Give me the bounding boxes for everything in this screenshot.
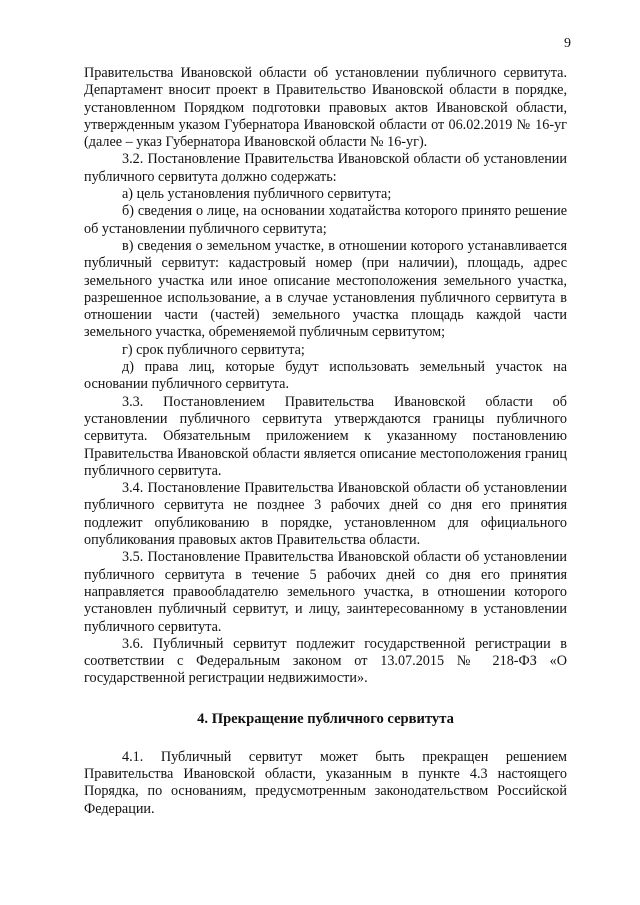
section-4-heading: 4. Прекращение публичного сервитута xyxy=(197,710,454,727)
paragraph-3-2: 3.2. Постановление Правительства Ивановской области об установлении публичного сервитута должно содержать: xyxy=(84,151,567,185)
paragraph-3-4: 3.4. Постановление Правительства Ивановской области об установлении публичного сервитута не позднее 3 рабочих дней со дня его принятия подлежит опубликованию в порядке, установленном для официального опубликования правовых актов Правительства области. xyxy=(84,480,567,549)
paragraph-3-3: 3.3. Постановлением Правительства Ивановской области об установлении публичного сервитута утверждаются границы публичного сервитута. Обязательным приложением к указанному постановлению Правительства Ивановской области является описание местоположения границ публичного сервитута. xyxy=(84,393,567,479)
page-number: 9 xyxy=(564,36,571,51)
section-4 xyxy=(84,749,567,818)
section-3-continued xyxy=(84,65,567,688)
paragraph-3-5: 3.5. Постановление Правительства Ивановской области об установлении публичного сервитута в течение 5 рабочих дней со дня его принятия направляется правообладателю земельного участка, в отношении которого установлен публичный сервитут, и лицу, заинтересованному в установлении публичного сервитута. xyxy=(84,549,567,635)
paragraph-3-6: 3.6. Публичный сервитут подлежит государственной регистрации в соответствии с Федеральным законом от 13.07.2015 № 218-ФЗ «О государственной регистрации недвижимости». xyxy=(84,635,567,687)
paragraph-3-1-continuation: Правительства Ивановской области об установлении публичного сервитута. Департамент вносит проект в Правительство Ивановской области в порядке, установленном Порядком подготовки правовых актов Ивановской области, утвержденным указом Губернатора Ивановской области от 06.02.2019 № 16-уг (далее – указ Губернатора Ивановской области № 16-уг). xyxy=(84,65,567,151)
document-body xyxy=(84,65,567,818)
list-item-g: г) срок публичного сервитута; xyxy=(122,341,305,358)
paragraph-4-1: 4.1. Публичный сервитут может быть прекращен решением Правительства Ивановской области, указанным в пункте 4.3 настоящего Порядка, по основаниям, предусмотренным законодательством Российской Федерации. xyxy=(84,748,567,817)
list-item-b: б) сведения о лице, на основании ходатайства которого принято решение об установлении публичного сервитута; xyxy=(84,203,567,237)
list-item-a: а) цель установления публичного сервитута; xyxy=(122,186,392,203)
list-item-d: д) права лиц, которые будут использовать земельный участок на основании публичного сервитута. xyxy=(84,359,567,393)
list-item-v: в) сведения о земельном участке, в отношении которого устанавливается публичный сервитут: кадастровый номер (при наличии), площадь, адрес земельного участка или иное описание местоположения земельного участка, разрешенное использование, а в случае установления публичного сервитута в отношении части (частей) земельного участка площадь каждой части земельного участка, обременяемой публичным сервитутом; xyxy=(84,237,567,341)
